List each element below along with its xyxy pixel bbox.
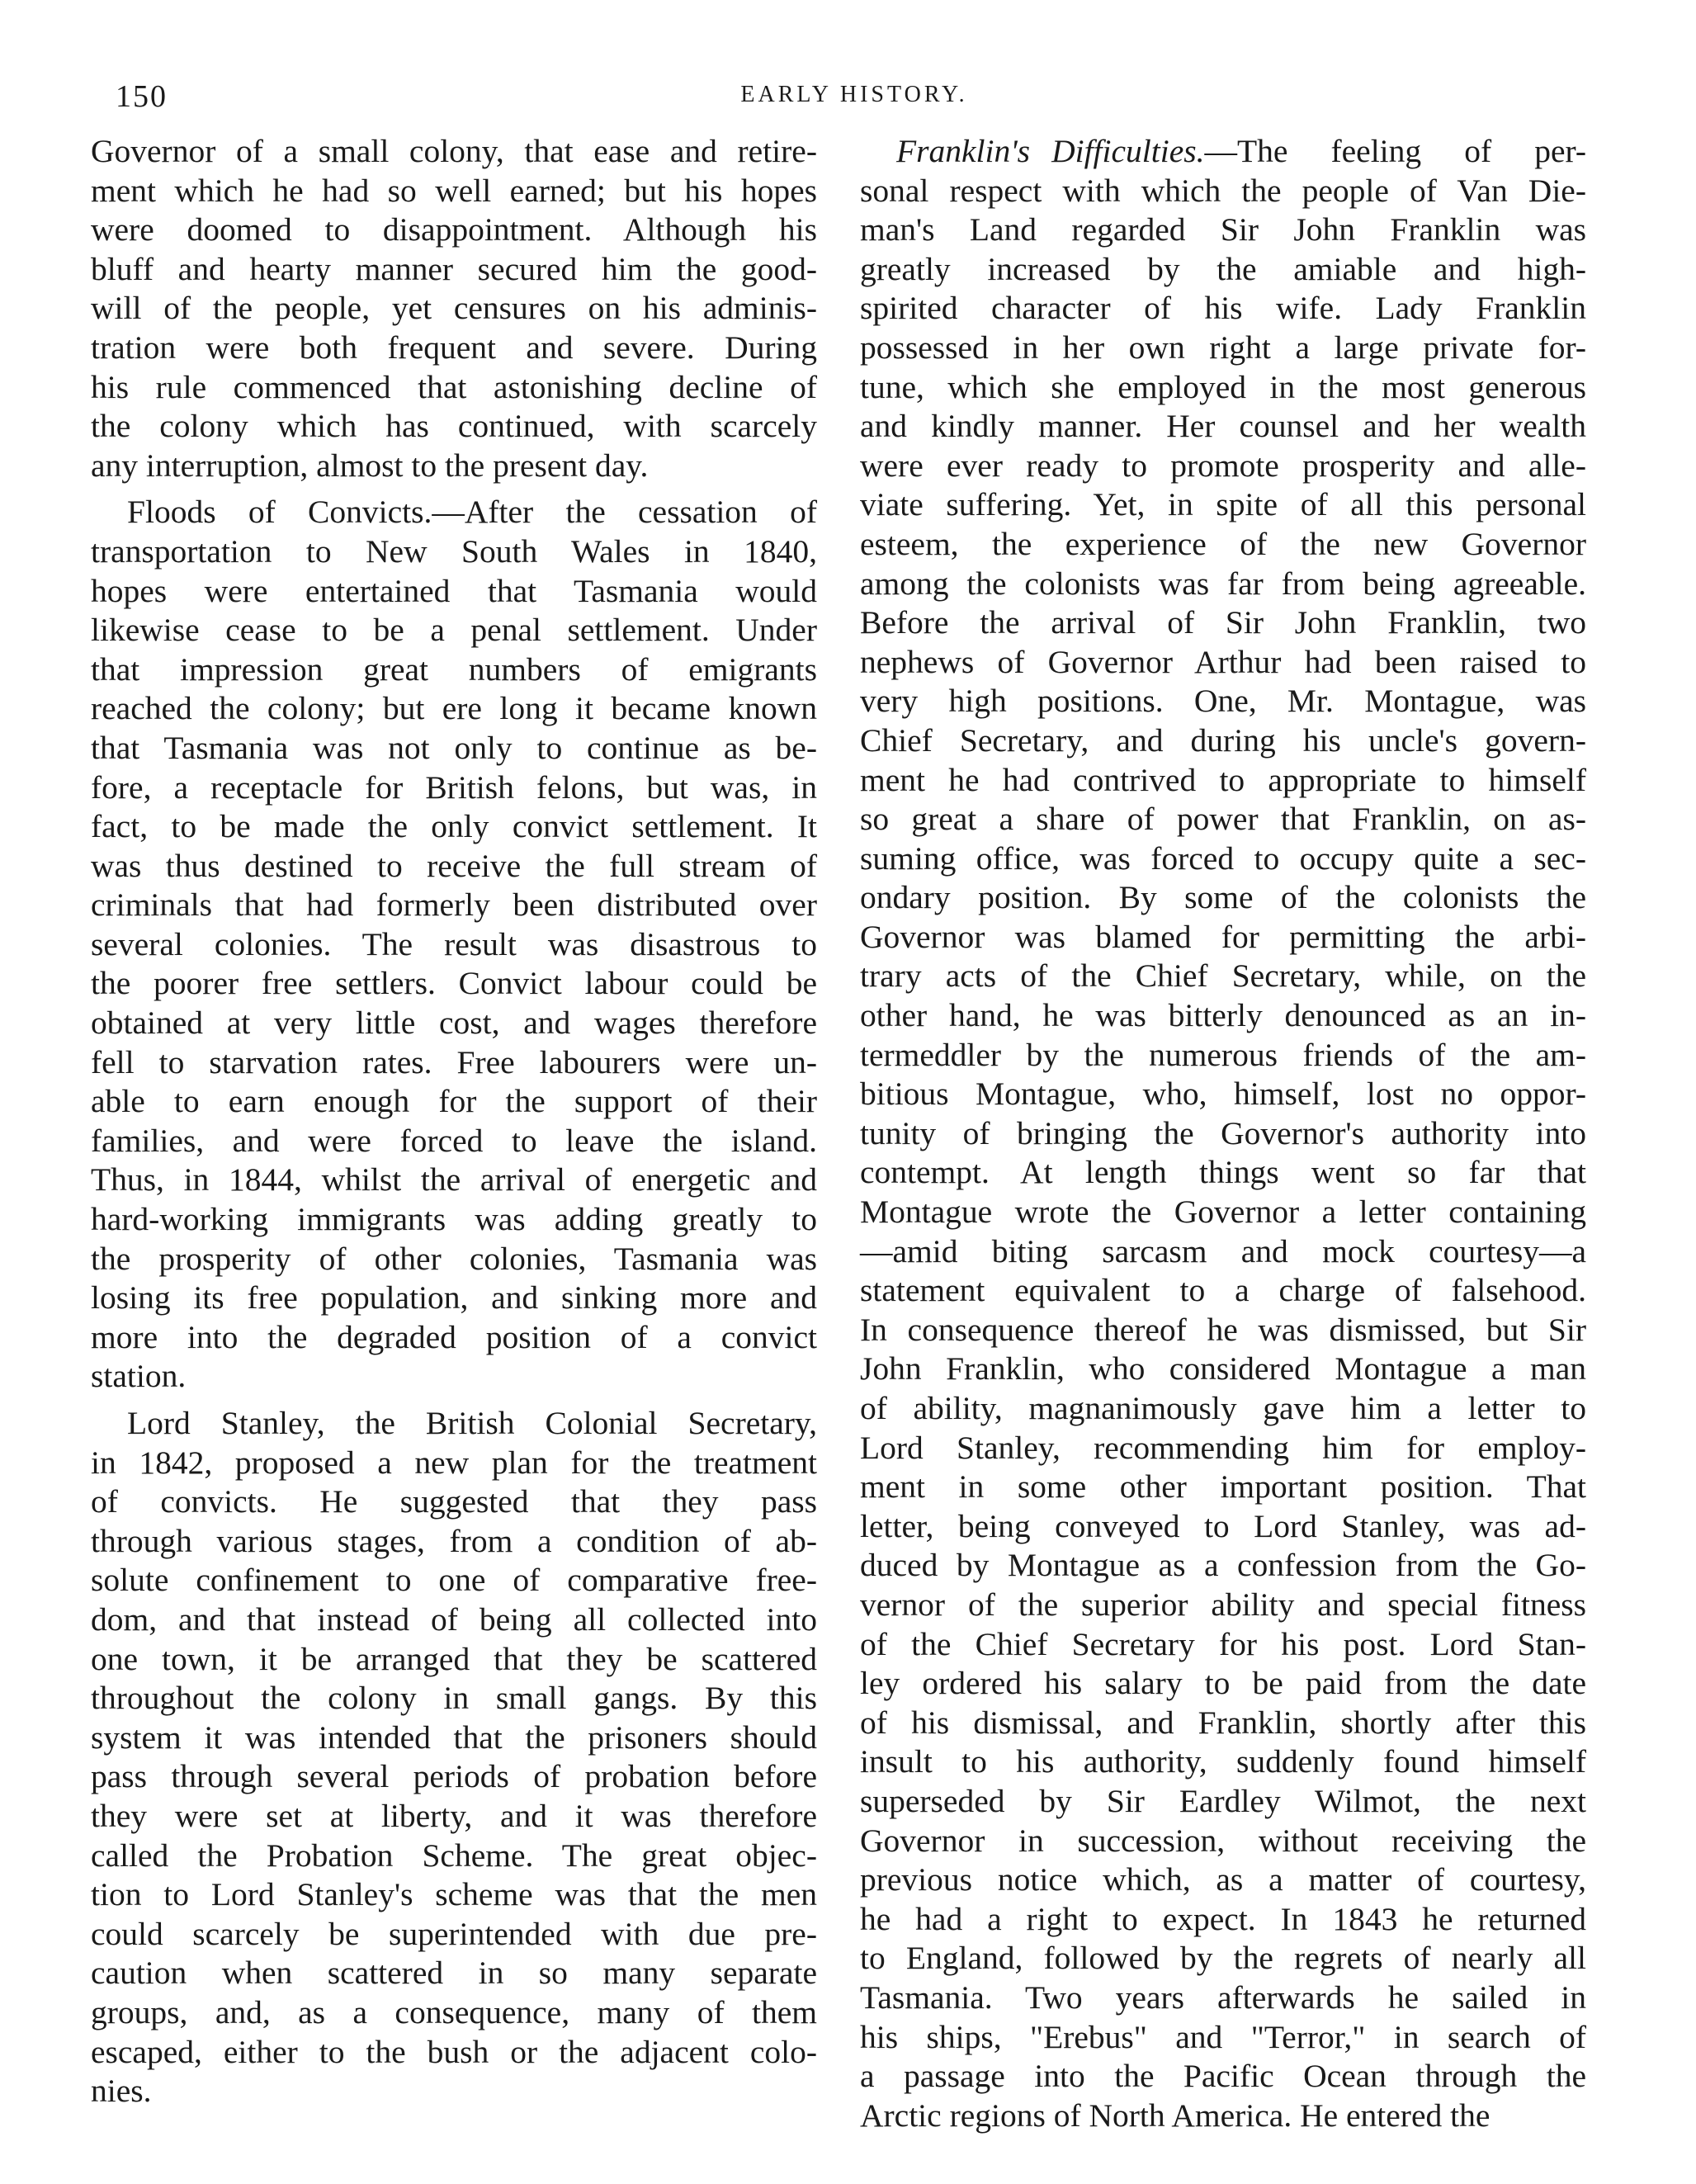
text-line: criminals that had formerly been distributed over: [91, 886, 817, 924]
text-line: one town, it be arranged that they be scattered: [91, 1640, 817, 1677]
text-line: ment he had contrived to appropriate to himself: [860, 761, 1586, 798]
text-line: Floods of Convicts.—After the cessation of: [127, 494, 817, 531]
text-line: more into the degraded position of a convict: [91, 1318, 817, 1355]
text-line: could scarcely be superintended with due pre-: [91, 1915, 817, 1952]
text-line: previous notice which, as a matter of courtesy,: [860, 1861, 1586, 1898]
text-line: esteem, the experience of the new Governor: [860, 525, 1586, 562]
text-line: spirited character of his wife. Lady Franklin: [860, 290, 1586, 327]
left-column: [91, 132, 817, 2119]
text-line: that impression great numbers of emigrants: [91, 650, 817, 688]
text-line: he had a right to expect. In 1843 he returned: [860, 1900, 1586, 1937]
text-line: sonal respect with which the people of Van Die-: [860, 172, 1586, 209]
text-line: [860, 132, 1586, 172]
text-line: —amid biting sarcasm and mock courtesy—a: [860, 1232, 1586, 1269]
text-line: Governor in succession, without receiving the: [860, 1822, 1586, 1859]
text-line: fact, to be made the only convict settlement. It: [91, 808, 817, 845]
text-line: was thus destined to receive the full stream of: [91, 847, 817, 884]
text-line: tration were both frequent and severe. During: [91, 329, 817, 366]
text-line: statement equivalent to a charge of falsehood.: [860, 1272, 1586, 1309]
text-line: ment in some other important position. That: [860, 1468, 1586, 1506]
running-title: EARLY HISTORY.: [740, 82, 968, 107]
text-line: and kindly manner. Her counsel and her wealth: [860, 408, 1586, 445]
text-line: superseded by Sir Eardley Wilmot, the next: [860, 1782, 1586, 1819]
text-line: John Franklin, who considered Montague a man: [860, 1350, 1586, 1387]
text-line: fore, a receptacle for British felons, but was, in: [91, 768, 817, 806]
text-line: Chief Secretary, and during his uncle's govern-: [860, 721, 1586, 759]
text-line: dom, and that instead of being all collected into: [91, 1600, 817, 1638]
text-line: families, and were forced to leave the island.: [91, 1122, 817, 1159]
text-line: viate suffering. Yet, in spite of all this personal: [860, 486, 1586, 523]
section-heading: Franklin's Difficulties.: [896, 133, 1205, 169]
page-number: 150: [116, 79, 168, 114]
text-line: solute confinement to one of comparative free-: [91, 1562, 817, 1599]
text-line: very high positions. One, Mr. Montague, was: [860, 683, 1586, 720]
text-line: several colonies. The result was disastrous to: [91, 925, 817, 962]
text-line: caution when scattered in so many separate: [91, 1955, 817, 1992]
heading-continuation: —The feeling of per-: [1204, 133, 1586, 169]
paragraph: [91, 132, 817, 485]
text-line: obtained at very little cost, and wages therefore: [91, 1005, 817, 1042]
text-line: groups, and, as a consequence, many of them: [91, 1993, 817, 2030]
running-head: [116, 78, 1593, 120]
text-line: pass through several periods of probation before: [91, 1758, 817, 1795]
text-line: nies.: [91, 2073, 152, 2110]
text-line: his ships, "Erebus" and "Terror," in search of: [860, 2018, 1586, 2055]
text-line: in 1842, proposed a new plan for the treatment: [91, 1444, 817, 1481]
text-line: trary acts of the Chief Secretary, while, on the: [860, 957, 1586, 995]
text-line: that Tasmania was not only to continue as be-: [91, 729, 817, 766]
text-line: fell to starvation rates. Free labourers were un-: [91, 1043, 817, 1080]
text-line: Thus, in 1844, whilst the arrival of energetic and: [91, 1161, 817, 1198]
text-line: greatly increased by the amiable and high-: [860, 250, 1586, 287]
text-line: they were set at liberty, and it was therefore: [91, 1797, 817, 1834]
text-line: were ever ready to promote prosperity and alle-: [860, 447, 1586, 484]
text-line: able to earn enough for the support of their: [91, 1083, 817, 1120]
text-line: contempt. At length things went so far that: [860, 1154, 1586, 1191]
text-line: the prosperity of other colonies, Tasmania was: [91, 1240, 817, 1277]
text-line: letter, being conveyed to Lord Stanley, was ad-: [860, 1507, 1586, 1544]
text-line: hard-working immigrants was adding greatly to: [91, 1201, 817, 1238]
text-line: the poorer free settlers. Convict labour could be: [91, 965, 817, 1002]
paragraph: [91, 493, 817, 1397]
text-line: bitious Montague, who, himself, lost no oppor-: [860, 1075, 1586, 1113]
text-line: station.: [91, 1358, 187, 1395]
text-line: tion to Lord Stanley's scheme was that the men: [91, 1876, 817, 1913]
text-line: of convicts. He suggested that they pass: [91, 1483, 817, 1520]
text-line: ment which he had so well earned; but his hopes: [91, 172, 817, 209]
paragraph: [91, 1404, 817, 2111]
right-column: [860, 132, 1586, 2143]
text-line: throughout the colony in small gangs. By this: [91, 1680, 817, 1717]
text-line: insult to his authority, suddenly found himself: [860, 1743, 1586, 1780]
text-line: likewise cease to be a penal settlement. Under: [91, 612, 817, 649]
text-line: will of the people, yet censures on his adminis-: [91, 290, 817, 327]
text-line: bluff and hearty manner secured him the good-: [91, 250, 817, 287]
text-line: tunity of bringing the Governor's authority into: [860, 1114, 1586, 1151]
text-line: called the Probation Scheme. The great objec-: [91, 1837, 817, 1874]
text-line: of the Chief Secretary for his post. Lord Stan-: [860, 1625, 1586, 1662]
text-line: termeddler by the numerous friends of the am-: [860, 1036, 1586, 1073]
text-line: hopes were entertained that Tasmania would: [91, 572, 817, 609]
text-line: tune, which she employed in the most generous: [860, 368, 1586, 405]
text-line: escaped, either to the bush or the adjacent colo-: [91, 2033, 817, 2070]
text-line: Arctic regions of North America. He entered the: [860, 2097, 1490, 2134]
text-line: system it was intended that the prisoners should: [91, 1718, 817, 1756]
text-line: through various stages, from a condition of ab-: [91, 1522, 817, 1559]
text-line: his rule commenced that astonishing decline of: [91, 368, 817, 405]
text-line: Lord Stanley, the British Colonial Secretary,: [127, 1405, 817, 1441]
text-line: other hand, he was bitterly denounced as an in-: [860, 997, 1586, 1034]
text-line: ondary position. By some of the colonists the: [860, 879, 1586, 916]
text-line: so great a share of power that Franklin, on as-: [860, 801, 1586, 838]
text-line: Before the arrival of Sir John Franklin, two: [860, 604, 1586, 641]
text-line: ley ordered his salary to be paid from the date: [860, 1665, 1586, 1702]
text-line: Governor of a small colony, that ease and retire-: [91, 133, 817, 169]
text-line: a passage into the Pacific Ocean through the: [860, 2058, 1586, 2095]
text-line: man's Land regarded Sir John Franklin was: [860, 211, 1586, 248]
text-line: to England, followed by the regrets of nearly all: [860, 1940, 1586, 1977]
text-line: duced by Montague as a confession from the Go-: [860, 1547, 1586, 1584]
text-line: losing its free population, and sinking more and: [91, 1279, 817, 1317]
text-line: of ability, magnanimously gave him a letter to: [860, 1390, 1586, 1426]
text-line: suming office, was forced to occupy quite a sec-: [860, 839, 1586, 877]
text-line: the colony which has continued, with scarcely: [91, 408, 817, 445]
text-line: of his dismissal, and Franklin, shortly after this: [860, 1704, 1586, 1741]
text-line: Montague wrote the Governor a letter containing: [860, 1194, 1586, 1231]
text-line: transportation to New South Wales in 1840,: [91, 532, 817, 570]
text-line: Lord Stanley, recommending him for employ-: [860, 1429, 1586, 1466]
text-line: vernor of the superior ability and special fitness: [860, 1586, 1586, 1623]
text-line: Governor was blamed for permitting the arbi-: [860, 918, 1586, 955]
text-line: possessed in her own right a large private for-: [860, 329, 1586, 366]
text-line: were doomed to disappointment. Although his: [91, 211, 817, 248]
text-line: nephews of Governor Arthur had been raised to: [860, 643, 1586, 680]
text-line: among the colonists was far from being agreeable.: [860, 565, 1586, 602]
paragraph: [860, 132, 1586, 2135]
text-line: In consequence thereof he was dismissed, but Sir: [860, 1311, 1586, 1348]
text-line: any interruption, almost to the present day.: [91, 447, 649, 484]
text-line: reached the colony; but ere long it became known: [91, 690, 817, 727]
text-line: Tasmania. Two years afterwards he sailed in: [860, 1978, 1586, 2016]
